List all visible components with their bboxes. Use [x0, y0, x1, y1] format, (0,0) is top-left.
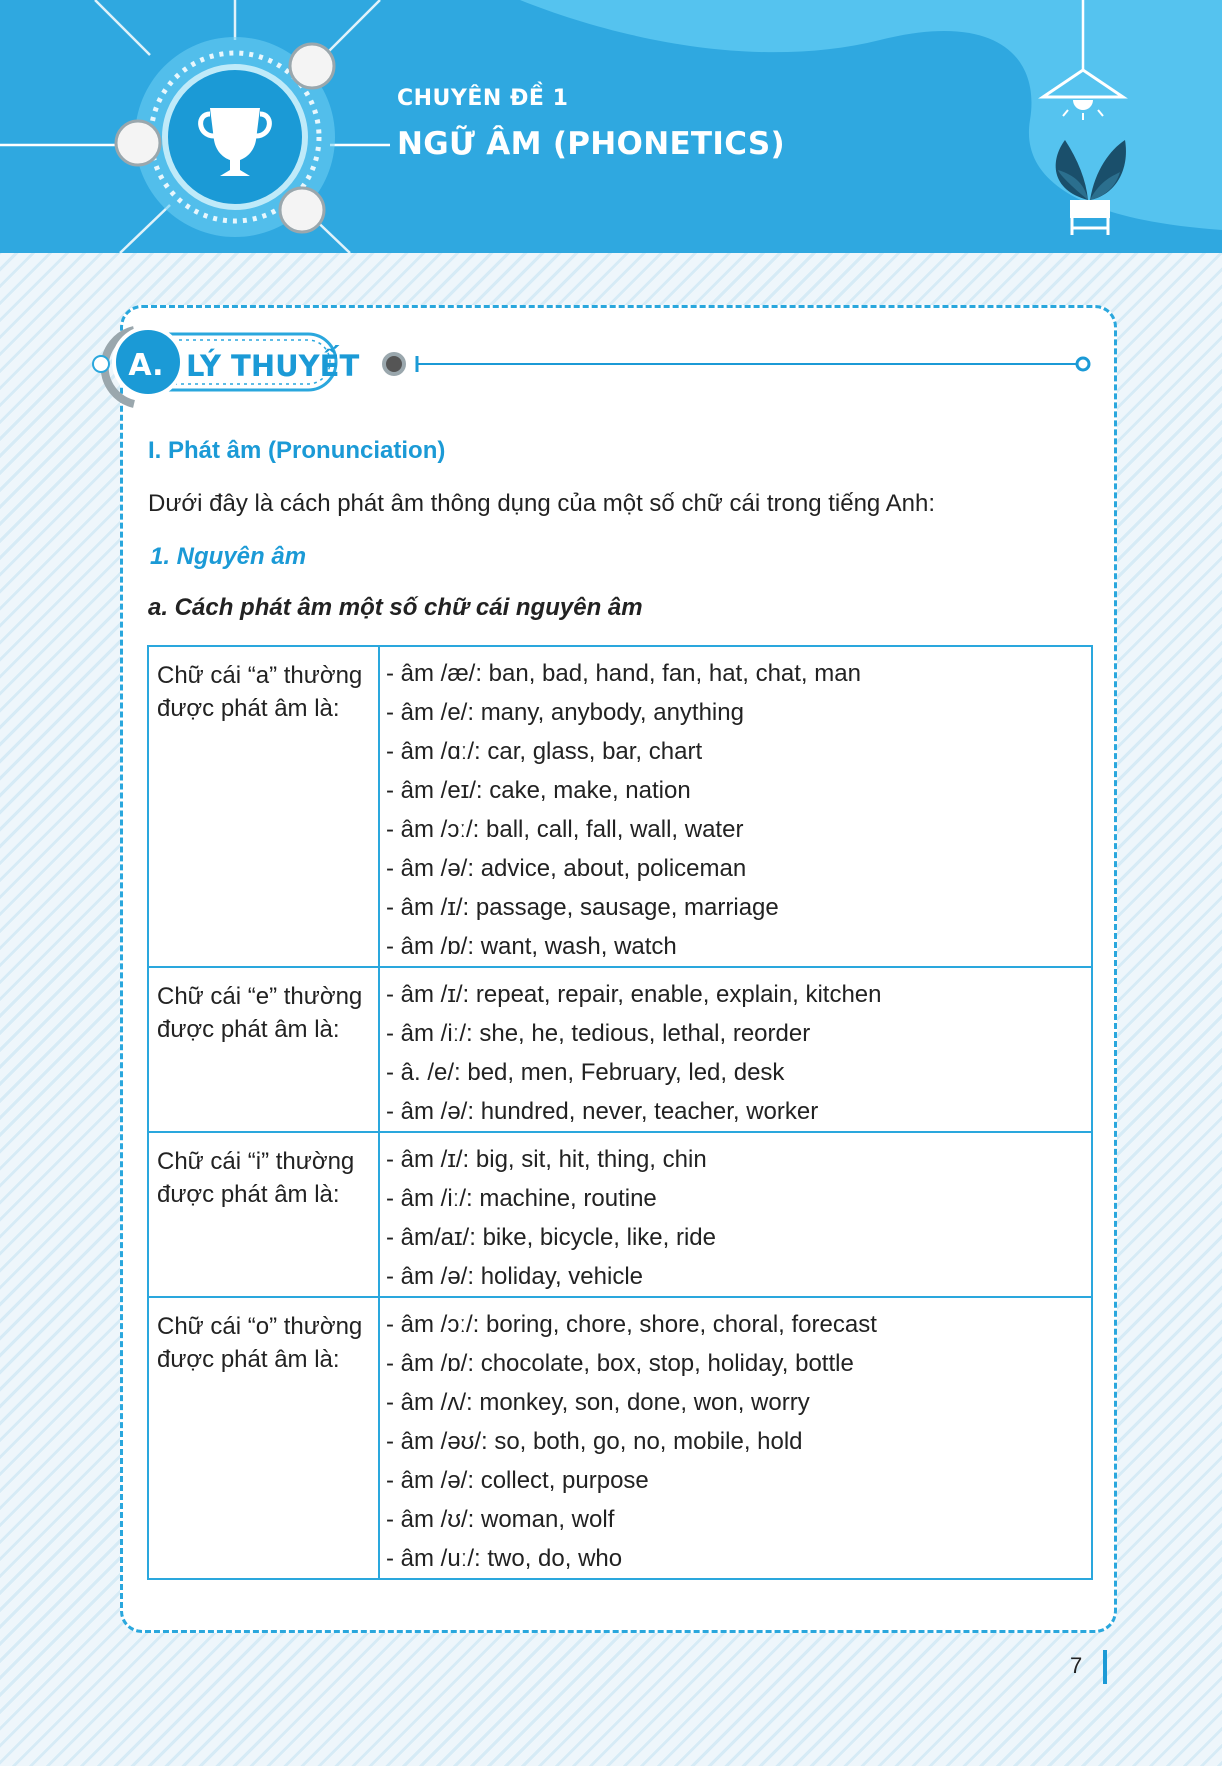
- row-items: [379, 1132, 1092, 1297]
- page-number-bar: [1103, 1650, 1107, 1684]
- row-label-line: được phát âm là:: [157, 1016, 340, 1043]
- row-label-line: Chữ cái “a” thường: [157, 662, 363, 689]
- list-item: - âm /ɑː/: car, glass, bar, chart: [386, 738, 703, 765]
- row-label: [148, 1132, 379, 1297]
- intro-paragraph: Dưới đây là cách phát âm thông dụng của một số chữ cái trong tiếng Anh:: [148, 490, 935, 517]
- row-label-line: được phát âm là:: [157, 1181, 340, 1208]
- row-label-line: được phát âm là:: [157, 695, 340, 722]
- row-label: [148, 1297, 379, 1579]
- heading-vowel-letters: a. Cách phát âm một số chữ cái nguyên âm: [148, 594, 643, 621]
- list-item: - âm /ɪ/: passage, sausage, marriage: [386, 894, 779, 921]
- page-number: 7: [1070, 1653, 1083, 1678]
- list-item: - âm /ɒ/: chocolate, box, stop, holiday, bottle: [386, 1350, 854, 1377]
- list-item: - âm /ə/: hundred, never, teacher, worker: [386, 1098, 819, 1125]
- vowel-pronunciation-table: [147, 645, 1093, 1580]
- list-item: - âm/aɪ/: bike, bicycle, like, ride: [386, 1224, 716, 1251]
- row-label: [148, 646, 379, 967]
- table-row-e: [148, 967, 1092, 1132]
- row-label: [148, 967, 379, 1132]
- trophy-medallion: [116, 37, 335, 237]
- list-item: - âm /iː/: she, he, tedious, lethal, reorder: [386, 1020, 811, 1047]
- row-label-line: Chữ cái “o” thường: [157, 1313, 363, 1340]
- section-letter: A.: [128, 348, 164, 383]
- list-item: - âm /ɒ/: want, wash, watch: [386, 933, 677, 960]
- list-item: - âm /ɔː/: ball, call, fall, wall, water: [386, 816, 744, 843]
- section-title: LÝ THUYẾT: [186, 349, 360, 383]
- heading-vowels: 1. Nguyên âm: [150, 543, 307, 570]
- table-row-a: [148, 646, 1092, 967]
- table-row-i: [148, 1132, 1092, 1297]
- chapter-kicker: CHUYÊN ĐỀ 1: [397, 86, 569, 111]
- list-item: - â. /e/: bed, men, February, led, desk: [386, 1059, 785, 1086]
- list-item: - âm /ə/: holiday, vehicle: [386, 1263, 644, 1290]
- table-row-o: [148, 1297, 1092, 1579]
- chapter-title: NGỮ ÂM (PHONETICS): [397, 126, 785, 162]
- row-items: [379, 646, 1092, 967]
- list-item: - âm /æ/: ban, bad, hand, fan, hat, chat, man: [386, 660, 861, 687]
- heading-pronunciation: I. Phát âm (Pronunciation): [148, 437, 446, 464]
- row-items: [379, 967, 1092, 1132]
- list-item: - âm /ɔː/: boring, chore, shore, choral, forecast: [386, 1311, 877, 1338]
- list-item: - âm /ə/: collect, purpose: [386, 1467, 649, 1494]
- list-item: - âm /ɪ/: big, sit, hit, thing, chin: [386, 1146, 707, 1173]
- list-item: - âm /e/: many, anybody, anything: [386, 699, 744, 726]
- list-item: - âm /iː/: machine, routine: [386, 1185, 657, 1212]
- list-item: - âm /ʊ/: woman, wolf: [386, 1506, 615, 1533]
- list-item: - âm /əʊ/: so, both, go, no, mobile, hold: [386, 1428, 803, 1455]
- list-item: - âm /eɪ/: cake, make, nation: [386, 777, 691, 804]
- row-label-line: được phát âm là:: [157, 1346, 340, 1373]
- row-label-line: Chữ cái “i” thường: [157, 1148, 355, 1175]
- chapter-header: [0, 0, 1222, 253]
- list-item: - âm /ɪ/: repeat, repair, enable, explain, kitchen: [386, 981, 882, 1008]
- list-item: - âm /uː/: two, do, who: [386, 1545, 623, 1572]
- list-item: - âm /ə/: advice, about, policeman: [386, 855, 747, 882]
- list-item: - âm /ʌ/: monkey, son, done, won, worry: [386, 1389, 810, 1416]
- row-label-line: Chữ cái “e” thường: [157, 983, 363, 1010]
- row-items: [379, 1297, 1092, 1579]
